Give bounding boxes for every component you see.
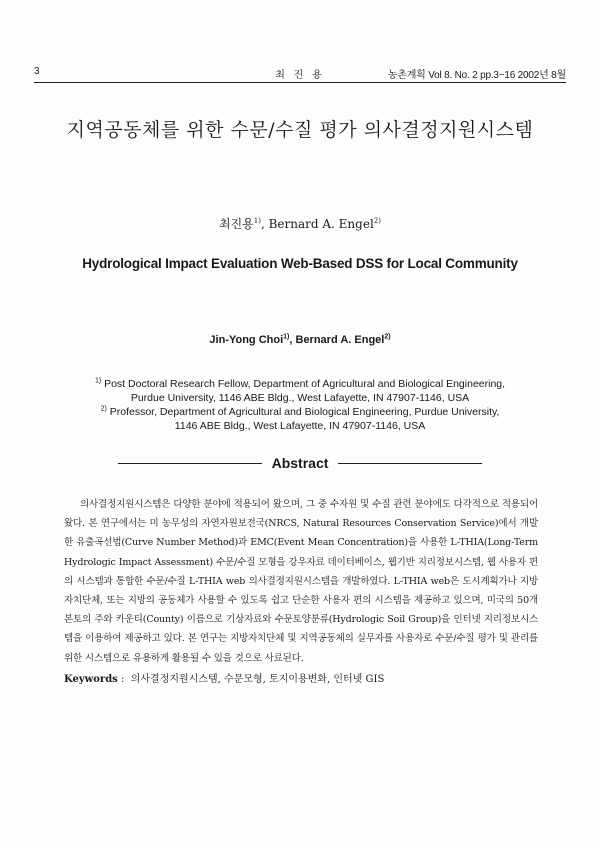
author-superscript: 2) [373, 217, 381, 225]
authors-english [0, 334, 600, 346]
title-korean: 지역공동체를 위한 수문/수질 평가 의사결정지원시스템 [66, 119, 534, 141]
affiliation-1-line1 [40, 377, 560, 391]
affiliations [40, 377, 560, 433]
header-rule [34, 82, 566, 83]
affiliation-text: Professor, Department of Agricultural and Biological Engineering, Purdue University, [109, 406, 500, 418]
keywords-separator: : [117, 674, 131, 685]
affiliation-1-line2: Purdue University, 1146 ABE Bldg., West Lafayette, IN 47907-1146, USA [130, 392, 470, 404]
keywords-label: Keywords [64, 674, 118, 685]
affiliation-superscript: 1) [94, 377, 102, 385]
author-name: 최진용 [219, 217, 254, 231]
affiliation-text: Post Doctoral Research Fellow, Department of Agricultural and Biological Engineering, [104, 378, 506, 390]
author-separator: , [260, 217, 269, 231]
author-superscript: 1) [283, 333, 290, 341]
authors-korean [0, 215, 600, 232]
keywords-terms: 의사결정지원시스템, 수문모형, 토지이용변화, 인터넷 GIS [130, 674, 385, 685]
author-superscript: 2) [384, 333, 391, 341]
abstract-rule-right [338, 463, 482, 464]
abstract-body: 의사결정지원시스템은 다양한 분야에 적용되어 왔으며, 그 중 수자원 및 수질 관련 분야에도 다각적으로 적용되어 왔다. 본 연구에서는 미 농무성의 자연자원보전국(NRCS, Natural Resources Conservation Service)에서 개발한 유출곡선법(Curve Number Method)과 EMC(Event Mean Concentration)을 사용한 L-THIA(Long-Term Hydrologic Impact Assessment) 수문/수질 모형을 강우자료 데이터베이스, 웹기반 지리정보시스템, 웹 사용자 편의 시스템과 통합한 수문/수질 L-THIA web 의사결정지원시스템을 개발하였다. L-THIA web은 도시계획가나 지방자치단체, 또는 지방의 공동체가 사용할 수 있도록 쉽고 단순한 사용자 편의 시스템을 제공하고 있으며, 미국의 50개 본토의 주와 카운티(County) 이름으로 기상자료와 수문토양분류(Hydrologic Soil Group)을 인터넷 지리정보시스템을 이용하여 제공하고 있다. 본 연구는 지방자치단체 및 지역공동체의 실무자를 사용자로 수문/수질 평가 및 관리를 위한 시스템으로 유용하게 활용될 수 있을 것으로 사료된다. [64, 499, 538, 664]
affiliation-superscript: 2) [100, 405, 107, 413]
keywords [64, 670, 538, 685]
affiliation-2-line2: 1146 ABE Bldg., West Lafayette, IN 47907-1146, USA [174, 420, 426, 432]
author-superscript: 1) [253, 217, 261, 225]
abstract-label: Abstract [271, 455, 329, 471]
author-name: Jin-Yong Choi [209, 334, 284, 346]
running-header [34, 66, 566, 82]
affiliation-2-line1 [40, 405, 560, 419]
author-separator: , [289, 334, 296, 346]
running-author: 최 진 용 [275, 70, 325, 81]
abstract-heading [118, 453, 482, 473]
abstract-rule-left [118, 463, 262, 464]
author-name: Bernard A. Engel [268, 217, 374, 231]
author-name: Bernard A. Engel [295, 334, 385, 346]
page-number: 3 [34, 66, 40, 77]
journal-info: 농촌계획 Vol 8. No. 2 pp.3~16 2002년 8월 [387, 70, 566, 81]
title-english: Hydrological Impact Evaluation Web-Based DSS for Local Community [82, 256, 518, 271]
